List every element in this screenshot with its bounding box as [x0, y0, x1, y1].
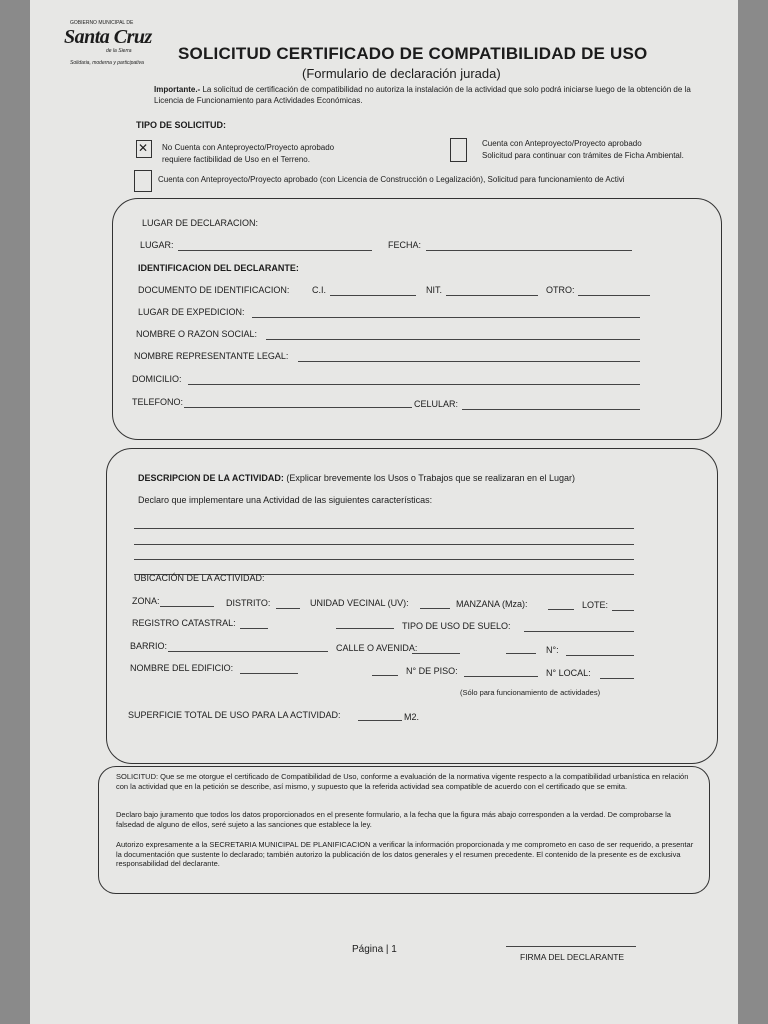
page-number: Página | 1: [352, 944, 397, 955]
option-no-cuenta-line1: No Cuenta con Anteproyecto/Proyecto aprobado: [162, 143, 335, 152]
distrito-label: DISTRITO:: [226, 598, 271, 608]
important-note: [154, 84, 714, 106]
otro-field[interactable]: [578, 295, 650, 296]
declaro-caracteristicas: Declaro que implementare una Actividad de las siguientes características:: [138, 495, 433, 505]
important-label: Importante.-: [154, 85, 201, 94]
solicitud-paragraph: SOLICITUD: Que se me otorgue el certificado de Compatibilidad de Uso, conforme a evaluación de la normativa vigente respecto a la compatibilidad urbanística en relación con la actividad que en la petición se describe, así mismo, y supuesto que la referida actividad sea compatible de acuerdo con el certificado que se emita.: [116, 772, 689, 791]
fecha-field[interactable]: [426, 250, 632, 251]
uv-field[interactable]: [420, 608, 450, 609]
otro-label: OTRO:: [546, 285, 575, 295]
barrio-label: BARRIO:: [130, 641, 168, 651]
piso-label: N° DE PISO:: [406, 666, 458, 676]
descripcion-label: DESCRIPCION DE LA ACTIVIDAD:: [138, 473, 284, 483]
lote-field[interactable]: [612, 610, 634, 611]
lugar-label: LUGAR:: [140, 240, 174, 250]
firma-label: FIRMA DEL DECLARANTE: [520, 952, 625, 962]
edificio-label: NOMBRE DEL EDIFICIO:: [130, 663, 234, 673]
ci-label: C.I.: [312, 285, 327, 295]
edificio-field-a[interactable]: [240, 673, 298, 674]
autorizacion-paragraph: Autorizo expresamente a la SECRETARIA MUNICIPAL DE PLANIFICACION a verificar la información proporcionada y me comprometo en caso de ser requerido, a presentar la documentación que sustente lo declarado; también autorizo la publicación de los datos generales y el resumen precedente. El contenido de la presente es de exclusiva responsabilidad del declarante.: [116, 840, 694, 868]
m2-label: M2.: [404, 712, 420, 722]
superficie-field[interactable]: [358, 720, 402, 721]
declaracion-paragraph: Declaro bajo juramento que todos los datos proporcionados en el presente formulario, a la fecha que la figura más abajo corresponden a la verdad. De comprobarse la falsedad de alguno de ellos, seré sujeto a las sanciones que establece la ley.: [116, 810, 671, 829]
zona-label: ZONA:: [132, 596, 160, 606]
documento-label: DOCUMENTO DE IDENTIFICACION:: [138, 285, 290, 295]
distrito-field[interactable]: [276, 608, 300, 609]
edificio-field-b[interactable]: [372, 675, 398, 676]
zona-field[interactable]: [160, 606, 214, 607]
representante-label: NOMBRE REPRESENTANTE LEGAL:: [134, 351, 289, 361]
identificacion-label: IDENTIFICACION DEL DECLARANTE:: [138, 263, 299, 273]
tipo-uso-field[interactable]: [524, 631, 634, 632]
descripcion-line-1[interactable]: [134, 528, 634, 529]
registro-field-a[interactable]: [240, 628, 268, 629]
manzana-label: MANZANA (Mza):: [456, 599, 528, 609]
logo-name: Santa Cruz: [64, 26, 152, 48]
lugar-field[interactable]: [178, 250, 372, 251]
ci-field[interactable]: [330, 295, 416, 296]
descripcion-line-3[interactable]: [134, 559, 634, 560]
uv-label: UNIDAD VECINAL (UV):: [310, 598, 409, 608]
tipo-solicitud-label: TIPO DE SOLICITUD:: [136, 120, 226, 130]
fecha-label: FECHA:: [388, 240, 422, 250]
piso-field[interactable]: [464, 676, 538, 677]
superficie-label: SUPERFICIE TOTAL DE USO PARA LA ACTIVIDAD:: [128, 710, 341, 720]
celular-field[interactable]: [462, 409, 640, 410]
logo-small-text: GOBIERNO MUNICIPAL DE: [70, 20, 134, 26]
solo-funcionamiento-note: (Sólo para funcionamiento de actividades): [460, 688, 601, 697]
option-ficha-line2: Solicitud para continuar con trámites de Ficha Ambiental.: [482, 151, 684, 160]
form-sheet: [30, 0, 738, 1024]
form-subtitle: (Formulario de declaración jurada): [302, 66, 501, 81]
domicilio-label: DOMICILIO:: [132, 374, 182, 384]
checkbox-cuenta-ficha[interactable]: [450, 138, 467, 162]
calle-field-b[interactable]: [506, 653, 536, 654]
logo-subtext: de la Sierra: [106, 48, 132, 54]
registro-label: REGISTRO CATASTRAL:: [132, 618, 236, 628]
descripcion-hint: (Explicar brevemente los Usos o Trabajos que se realizaran en el Lugar): [286, 473, 576, 483]
descripcion-line-2[interactable]: [134, 544, 634, 545]
important-text: La solicitud de certificación de compatibilidad no autoriza la instalación de la actividad que solo podrá iniciarse luego de la obtención de la Licencia de Funcionamiento para Actividades Económicas.: [154, 85, 691, 105]
logo-slogan: Solidaria, moderna y participativa: [70, 60, 144, 66]
ubicacion-label: UBICACIÓN DE LA ACTIVIDAD:: [134, 573, 265, 583]
celular-label: CELULAR:: [414, 399, 459, 409]
form-title: SOLICITUD CERTIFICADO DE COMPATIBILIDAD DE USO: [178, 44, 648, 63]
nit-field[interactable]: [446, 295, 538, 296]
descripcion-row: [138, 473, 575, 483]
option-ficha-line1: Cuenta con Anteproyecto/Proyecto aprobado: [482, 139, 642, 148]
representante-field[interactable]: [298, 361, 640, 362]
registro-field-b[interactable]: [336, 628, 394, 629]
nit-label: NIT.: [426, 285, 443, 295]
local-field[interactable]: [600, 678, 634, 679]
numero-field[interactable]: [566, 655, 634, 656]
local-label: N° LOCAL:: [546, 668, 591, 678]
nombre-label: NOMBRE O RAZON SOCIAL:: [136, 329, 258, 339]
lote-label: LOTE:: [582, 600, 609, 610]
manzana-field[interactable]: [548, 609, 574, 610]
expedicion-label: LUGAR DE EXPEDICION:: [138, 307, 245, 317]
lugar-declaracion-label: LUGAR DE DECLARACION:: [142, 218, 259, 228]
numero-label: N°:: [546, 645, 559, 655]
firma-line[interactable]: [506, 946, 636, 947]
domicilio-field[interactable]: [188, 384, 640, 385]
check-mark-icon: ✕: [138, 141, 149, 155]
expedicion-field[interactable]: [252, 317, 640, 318]
barrio-field[interactable]: [168, 651, 328, 652]
municipal-logo: [64, 20, 152, 72]
checkbox-cuenta-funcionamiento[interactable]: [134, 170, 152, 192]
option-no-cuenta-line2: requiere factibilidad de Uso en el Terreno.: [162, 155, 310, 164]
telefono-label: TELEFONO:: [132, 397, 184, 407]
checkbox-no-cuenta[interactable]: [136, 140, 152, 158]
telefono-field[interactable]: [184, 407, 412, 408]
calle-field-a[interactable]: [412, 653, 460, 654]
option-funcionamiento: Cuenta con Anteproyecto/Proyecto aprobado (con Licencia de Construcción o Legalización), Solicitud para funcionamiento de Activi: [158, 175, 625, 184]
nombre-field[interactable]: [266, 339, 640, 340]
calle-label: CALLE O AVENIDA:: [336, 643, 418, 653]
tipo-uso-label: TIPO DE USO DE SUELO:: [402, 621, 511, 631]
